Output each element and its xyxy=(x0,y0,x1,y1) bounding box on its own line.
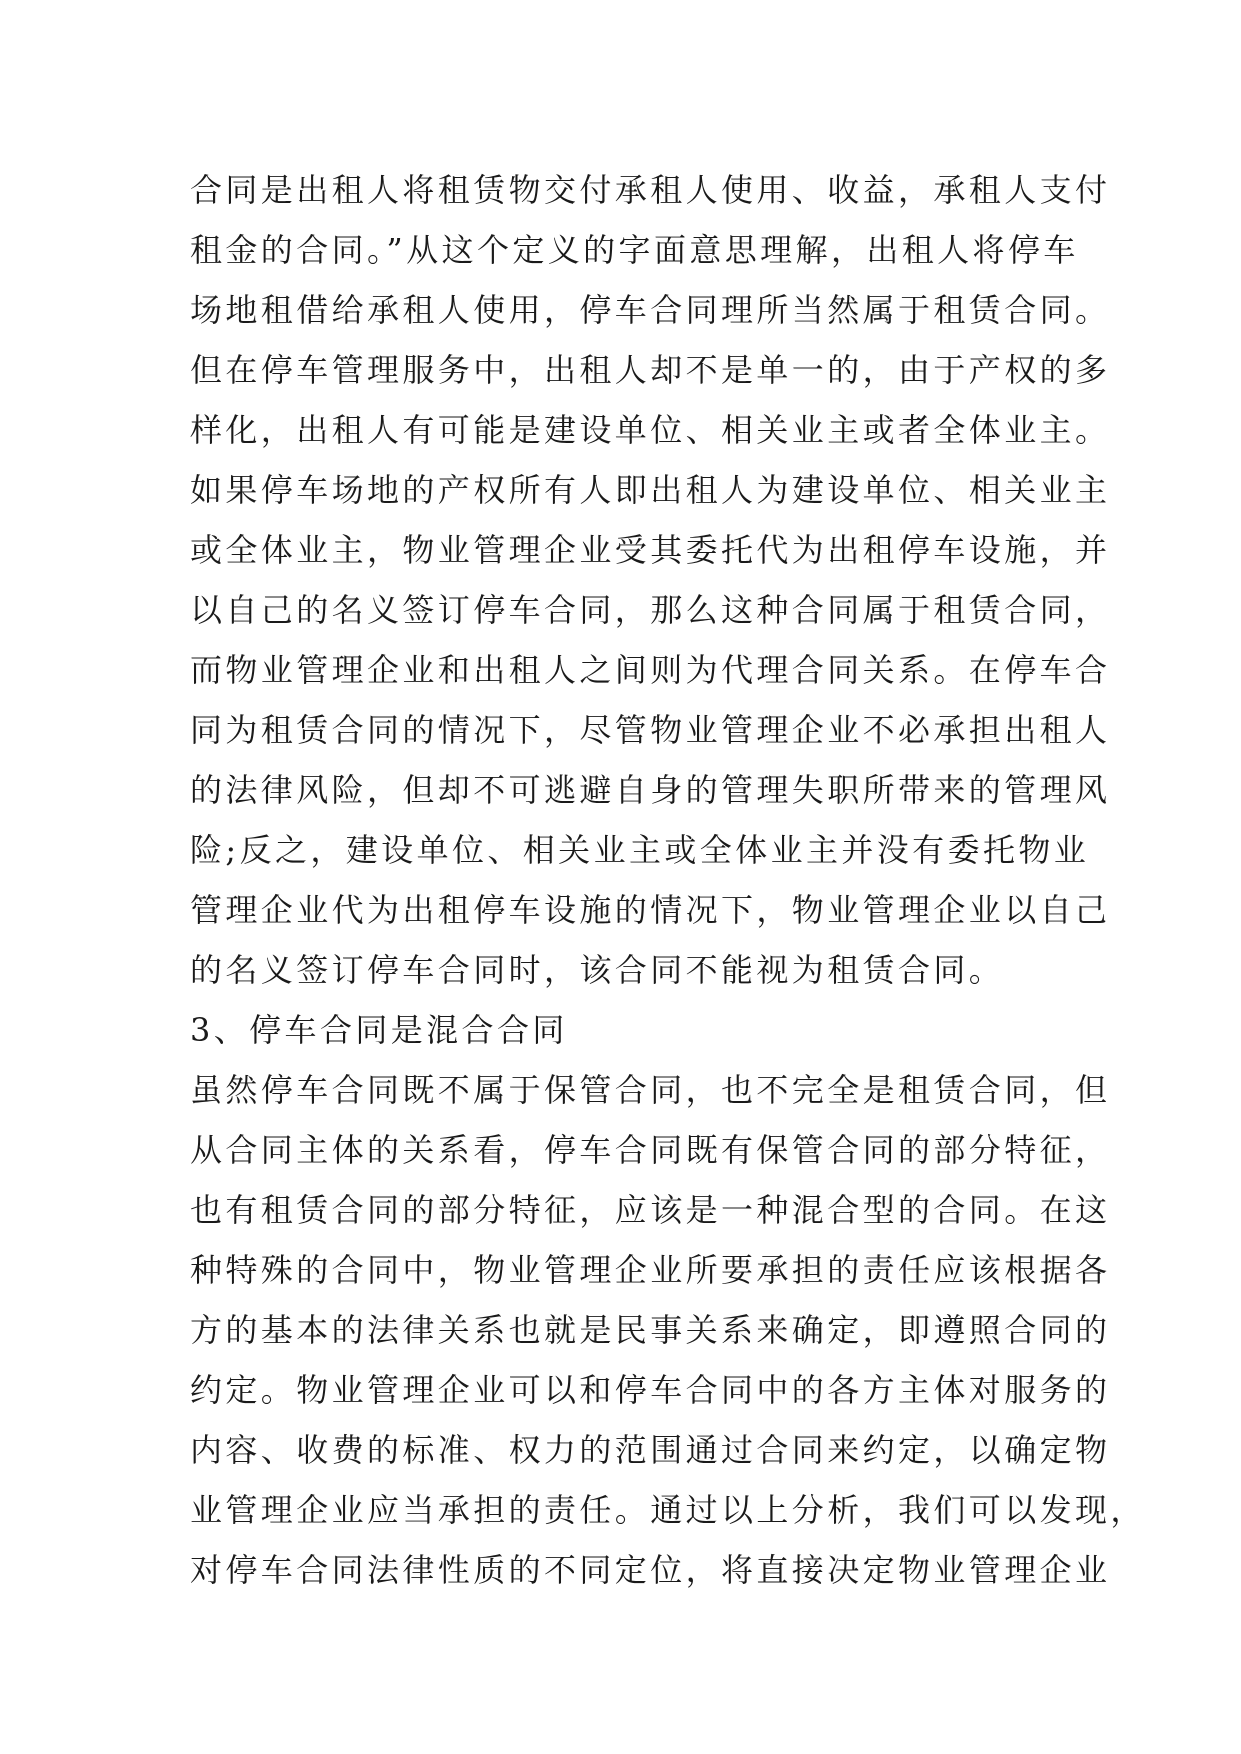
text-line: 也有租赁合同的部分特征，应该是一种混合型的合同。在这 xyxy=(190,1191,1111,1229)
text-line: 险;反之，建设单位、相关业主或全体业主并没有委托物业 xyxy=(190,831,1090,869)
text-line: 而物业管理企业和出租人之间则为代理合同关系。在停车合 xyxy=(190,651,1111,689)
text-line: 同为租赁合同的情况下，尽管物业管理企业不必承担出租人 xyxy=(190,711,1111,749)
text-line: 的法律风险，但却不可逃避自身的管理失职所带来的管理风 xyxy=(190,771,1111,809)
text-line: 业管理企业应当承担的责任。通过以上分析，我们可以发现， xyxy=(190,1491,1146,1529)
text-line: 合同是出租人将租赁物交付承租人使用、收益，承租人支付 xyxy=(190,171,1111,209)
text-line: 如果停车场地的产权所有人即出租人为建设单位、相关业主 xyxy=(190,471,1111,509)
text-line: 但在停车管理服务中，出租人却不是单一的，由于产权的多 xyxy=(190,351,1111,389)
text-line: 的名义签订停车合同时，该合同不能视为租赁合同。 xyxy=(190,951,1005,989)
body-text xyxy=(190,160,1146,1600)
text-line: 或全体业主，物业管理企业受其委托代为出租停车设施，并 xyxy=(190,531,1111,569)
text-line: 样化，出租人有可能是建设单位、相关业主或者全体业主。 xyxy=(190,411,1111,449)
text-line: 租金的合同。”从这个定义的字面意思理解，出租人将停车 xyxy=(190,231,1079,269)
text-line: 从合同主体的关系看，停车合同既有保管合同的部分特征， xyxy=(190,1131,1111,1169)
text-line: 内容、收费的标准、权力的范围通过合同来约定，以确定物 xyxy=(190,1431,1111,1469)
section-heading: 3、停车合同是混合合同 xyxy=(190,1011,568,1049)
text-line: 以自己的名义签订停车合同，那么这种合同属于租赁合同， xyxy=(190,591,1111,629)
text-line: 方的基本的法律关系也就是民事关系来确定，即遵照合同的 xyxy=(190,1311,1111,1349)
text-line: 种特殊的合同中，物业管理企业所要承担的责任应该根据各 xyxy=(190,1251,1111,1289)
text-line: 管理企业代为出租停车设施的情况下，物业管理企业以自己 xyxy=(190,891,1111,929)
text-line: 场地租借给承租人使用，停车合同理所当然属于租赁合同。 xyxy=(190,291,1111,329)
text-line: 约定。物业管理企业可以和停车合同中的各方主体对服务的 xyxy=(190,1371,1111,1409)
text-line: 对停车合同法律性质的不同定位，将直接决定物业管理企业 xyxy=(190,1551,1111,1589)
text-line: 虽然停车合同既不属于保管合同，也不完全是租赁合同，但 xyxy=(190,1071,1111,1109)
